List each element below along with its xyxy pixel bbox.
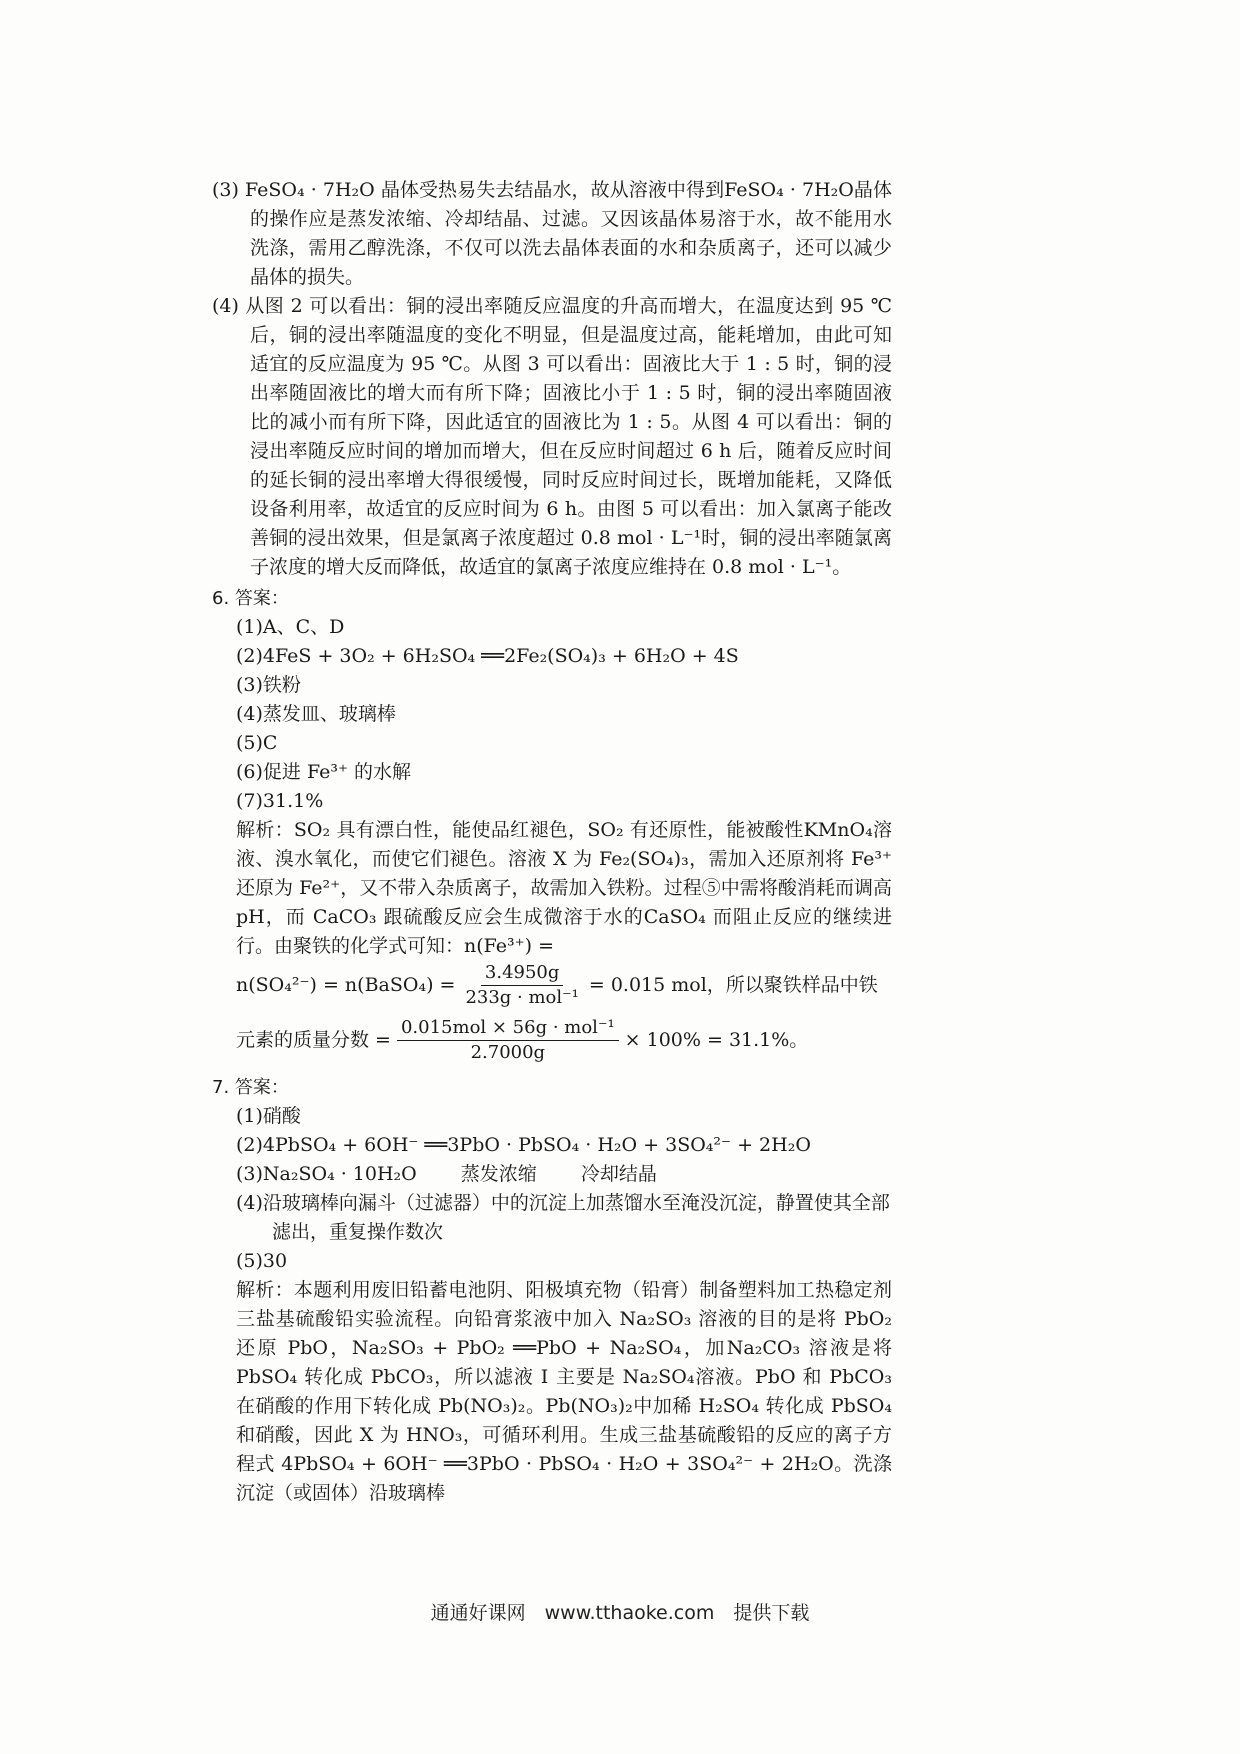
q7-answer-5: (5)30: [236, 1250, 288, 1272]
q6-answer-6: (6)促进 Fe³⁺ 的水解: [236, 761, 412, 783]
q7-analysis: 解析：本题利用废旧铅蓄电池阴、阳极填充物（铅膏）制备塑料加工热稳定剂三盐基硫酸铅实验流程。向铅膏浆液中加入 Na₂SO₃ 溶液的目的是将 PbO₂ 还原 PbO，Na₂SO₃ + PbO₂ ══PbO + Na₂SO₄，加Na₂CO₃ 溶液是将 PbSO₄ 转化成 PbCO₃，所以滤液 Ⅰ 主要是 Na₂SO₄溶液。PbO 和 PbCO₃ 在硝酸的作用下转化成 Pb(NO₃)₂。Pb(NO₃)₂中加稀 H₂SO₄ 转化成 PbSO₄ 和硝酸，因此 X 为 HNO₃，可循环利用。生成三盐基硫酸铅的反应的离子方程式 4PbSO₄ + 6OH⁻ ══3PbO · PbSO₄ · H₂O + 3SO₄²⁻ + 2H₂O。洗涤沉淀（或固体）沿玻璃棒: [236, 1279, 892, 1504]
q7-answer-1: (1)硝酸: [236, 1105, 301, 1127]
q6-answer-4: (4)蒸发皿、玻璃棒: [236, 703, 396, 725]
q7-answer-4: (4)沿玻璃棒向漏斗（过滤器）中的沉淀上加蒸馏水至淹没沉淀，静置使其全部滤出，重复操作数次: [236, 1192, 890, 1243]
eq1-numerator: 3.4950g: [481, 961, 564, 986]
answer-content: [212, 176, 892, 1508]
paragraph-5-3: (3) FeSO₄ · 7H₂O 晶体受热易失去结晶水，故从溶液中得到FeSO₄ · 7H₂O晶体的操作应是蒸发浓缩、冷却结晶、过滤。又因该晶体易溶于水，故不能用水洗涤，需用乙醇洗涤，不仅可以洗去晶体表面的水和杂质离子，还可以减少晶体的损失。: [212, 179, 892, 288]
q6-equation-2: [212, 1016, 892, 1065]
eq1-left: n(SO₄²⁻) = n(BaSO₄) =: [236, 974, 456, 996]
paragraph-5-4: (4) 从图 2 可以看出：铜的浸出率随反应温度的升高而增大，在温度达到 95 ℃后，铜的浸出率随温度的变化不明显，但是温度过高，能耗增加，由此可知适宜的反应温度为 95 ℃。从图 3 可以看出：固液比大于 1 : 5 时，铜的浸出率随固液比的增大而有所下降；固液比小于 1 : 5 时，铜的浸出率随固液比的减小而有所下降，因此适宜的固液比为 1 : 5。从图 4 可以看出：铜的浸出率随反应时间的增加而增大，但在反应时间超过 6 h 后，随着反应时间的延长铜的浸出率增大得很缓慢，同时反应时间过长，既增加能耗，又降低设备利用率，故适宜的反应时间为 6 h。由图 5 可以看出：加入氯离子能改善铜的浸出效果，但是氯离子浓度超过 0.8 mol · L⁻¹时，铜的浸出率随氯离子浓度的增大反而降低，故适宜的氯离子浓度应维持在 0.8 mol · L⁻¹。: [212, 295, 892, 578]
question-6-heading: 6. 答案：: [212, 588, 289, 609]
eq2-left: 元素的质量分数 =: [236, 1029, 391, 1051]
eq2-numerator: 0.015mol × 56g · mol⁻¹: [397, 1016, 619, 1041]
footer-source: 通通好课网 www.tthaoke.com 提供下载: [430, 1602, 810, 1624]
q6-analysis: 解析：SO₂ 具有漂白性，能使品红褪色，SO₂ 有还原性，能被酸性KMnO₄溶液、溴水氧化，而使它们褪色。溶液 X 为 Fe₂(SO₄)₃，需加入还原剂将 Fe³⁺ 还原为 Fe²⁺，又不带入杂质离子，故需加入铁粉。过程⑤中需将酸消耗而调高 pH，而 CaCO₃ 跟硫酸反应会生成微溶于水的CaSO₄ 而阻止反应的继续进行。由聚铁的化学式可知：n(Fe³⁺) =: [236, 819, 892, 957]
q6-answer-7: (7)31.1%: [236, 790, 324, 812]
eq1-right: = 0.015 mol，所以聚铁样品中铁: [588, 974, 878, 996]
q6-answer-1: (1)A、C、D: [236, 616, 345, 638]
eq2-denominator: 2.7000g: [470, 1042, 546, 1063]
q7-answer-3: (3)Na₂SO₄ · 10H₂O 蒸发浓缩 冷却结晶: [236, 1163, 657, 1185]
eq1-fraction: [461, 961, 582, 1010]
q6-answer-5: (5)C: [236, 732, 278, 754]
question-7-heading: 7. 答案：: [212, 1077, 289, 1098]
eq1-denominator: 233g · mol⁻¹: [465, 987, 579, 1008]
q6-equation-1: [212, 961, 892, 1010]
eq2-right: × 100% = 31.1%。: [624, 1029, 809, 1051]
q6-answer-3: (3)铁粉: [236, 674, 301, 696]
q6-answer-2: (2)4FeS + 3O₂ + 6H₂SO₄ ══2Fe₂(SO₄)₃ + 6H₂O + 4S: [236, 645, 739, 667]
eq2-fraction: [397, 1016, 619, 1065]
q7-answer-2: (2)4PbSO₄ + 6OH⁻ ══3PbO · PbSO₄ · H₂O + 3SO₄²⁻ + 2H₂O: [236, 1134, 811, 1156]
